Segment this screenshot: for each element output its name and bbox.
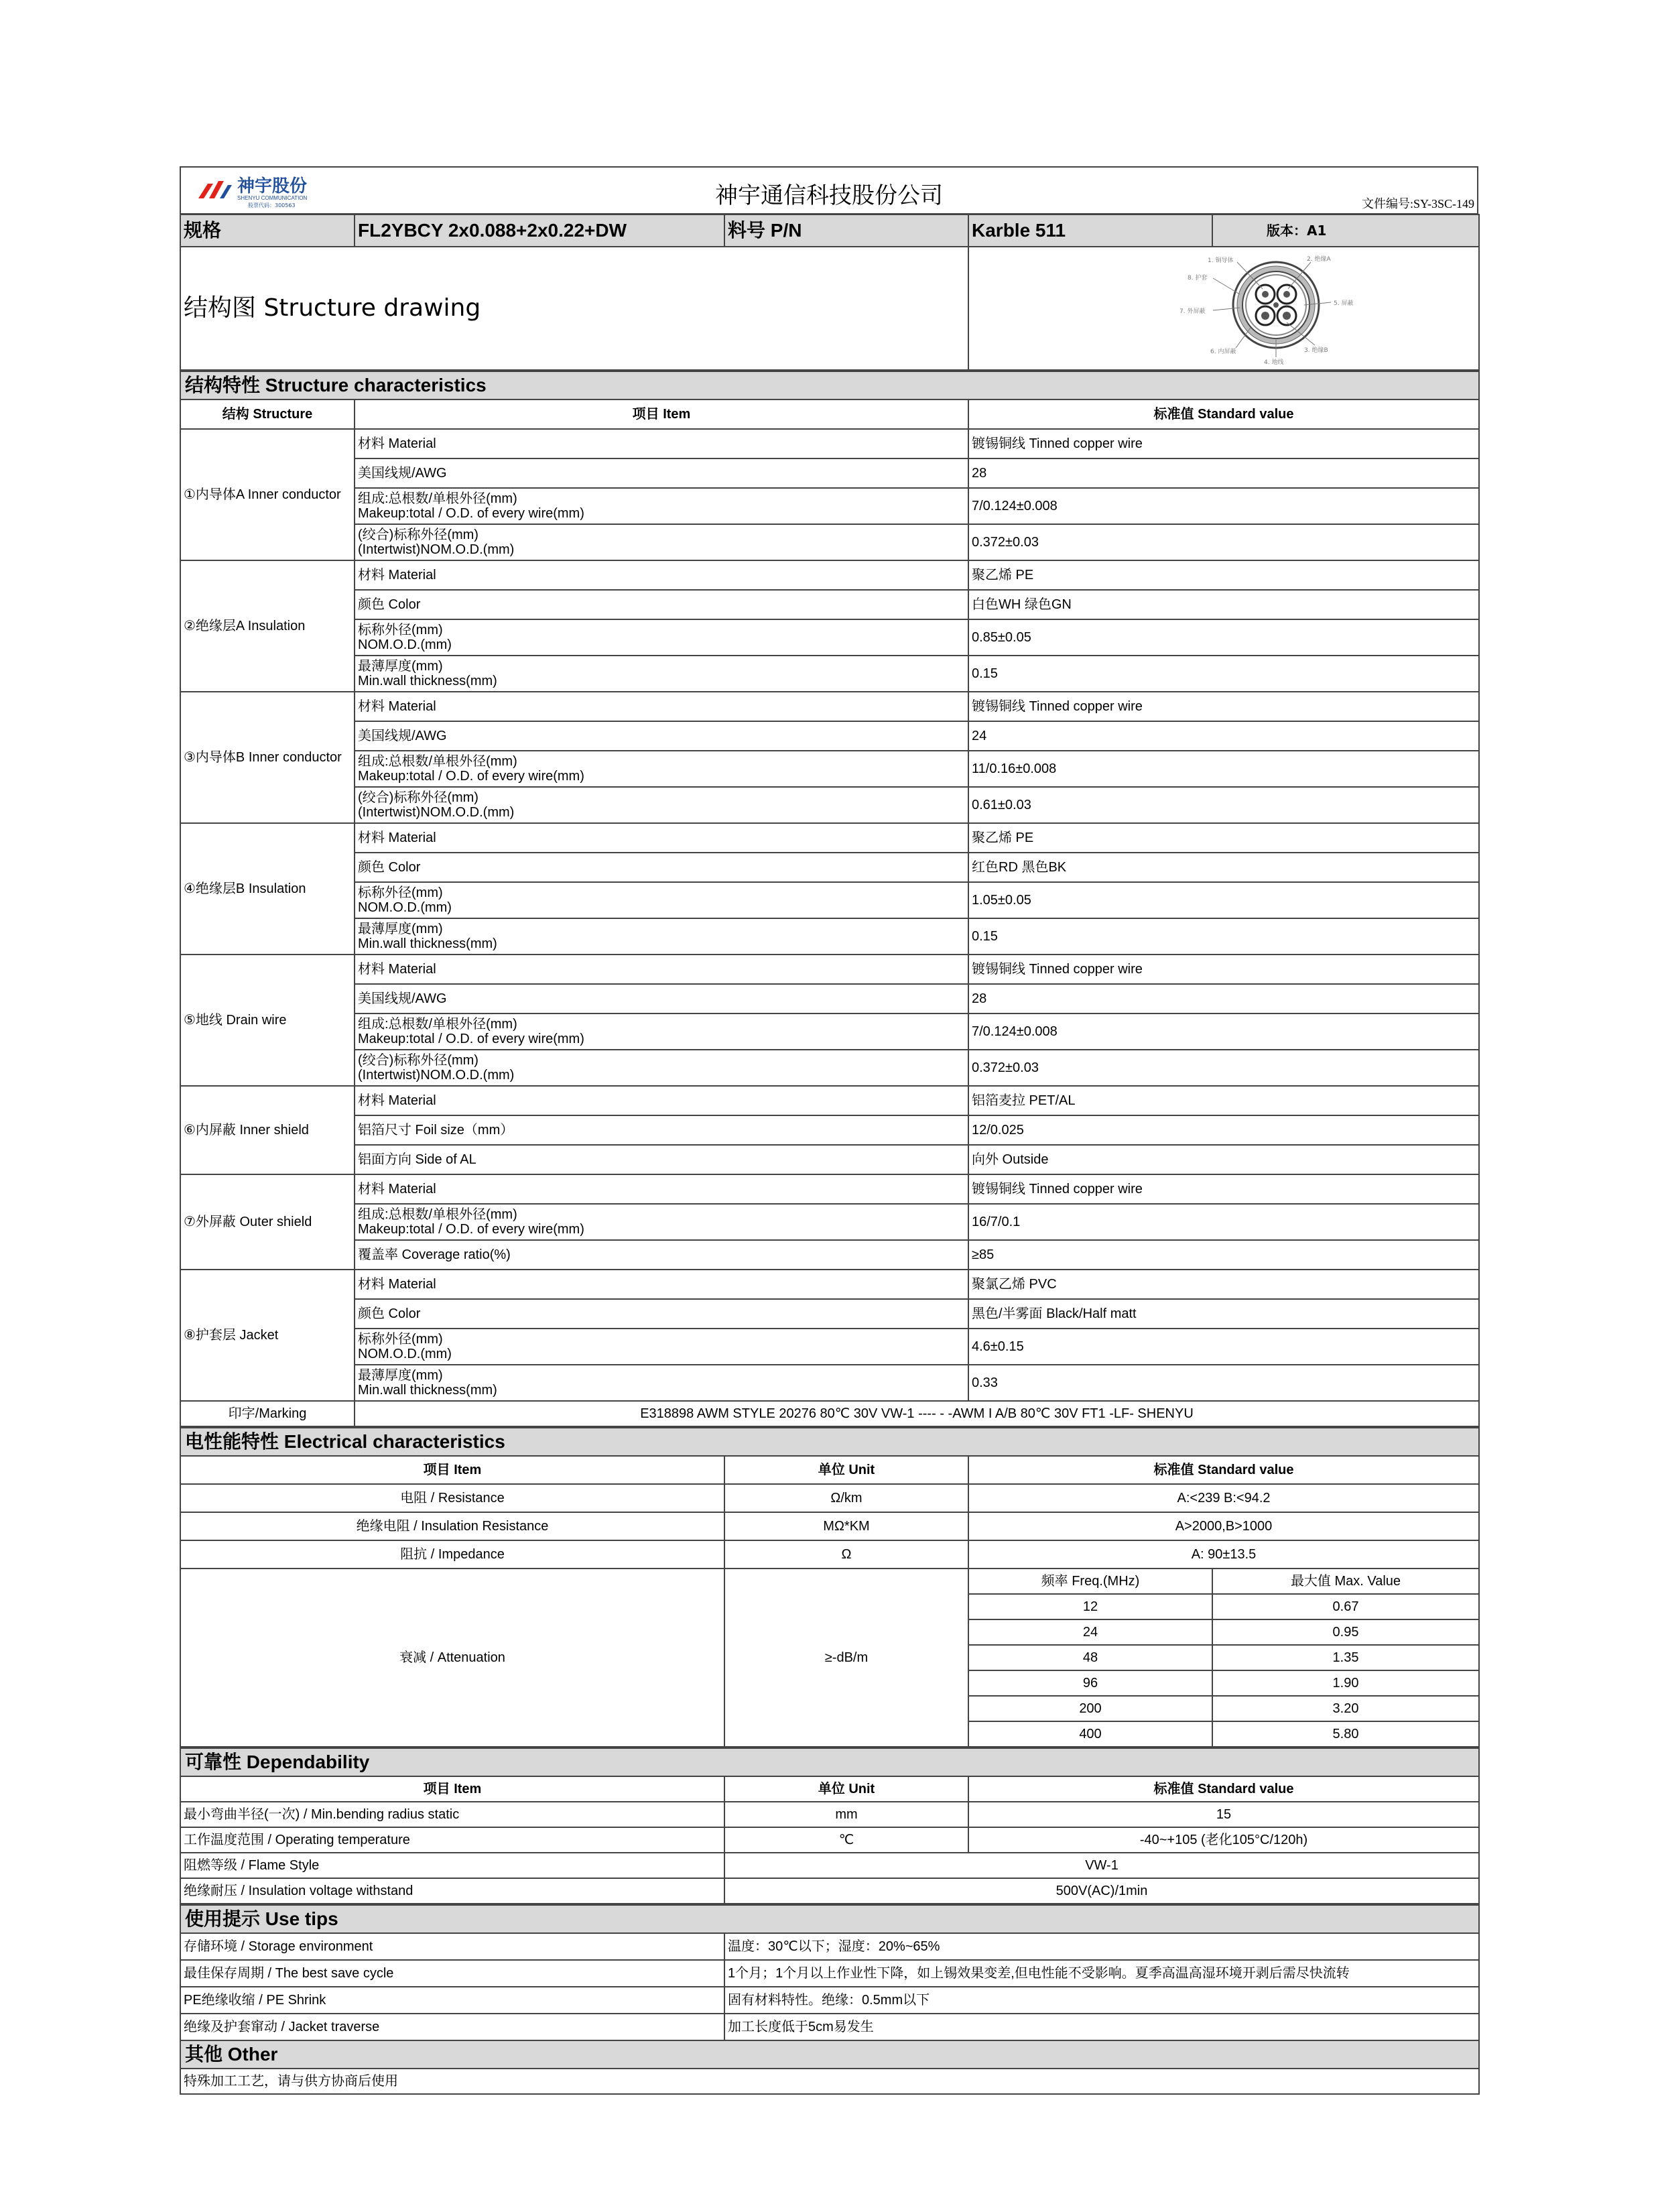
structure-item-line: 颜色 Color: [358, 597, 421, 612]
structure-item: [355, 1086, 968, 1115]
tip-value: 温度：30℃以下；湿度：20%~65%: [724, 1933, 1479, 1960]
max-value-header: 最大值 Max. Value: [1212, 1569, 1479, 1594]
structure-value: 0.15: [968, 918, 1479, 955]
section-title: 电性能特性 Electrical characteristics: [180, 1428, 1479, 1456]
structure-item: [355, 751, 968, 787]
attenuation-rows: [180, 1569, 1479, 1747]
structure-item-line: 材料 Material: [358, 568, 436, 582]
electrical-value: A>2000,B>1000: [968, 1512, 1479, 1540]
electrical-unit: Ω: [724, 1540, 968, 1569]
structure-group-name: ②绝缘层A Insulation: [180, 560, 355, 692]
section-header: [180, 1428, 1479, 1456]
dependability-row: [180, 1853, 1479, 1878]
marking-value: E318898 AWM STYLE 20276 80℃ 30V VW-1 ---- - -AWM I A/B 80℃ 30V FT1 -LF- SHENYU: [355, 1401, 1479, 1426]
dependability-value: VW-1: [724, 1853, 1479, 1878]
structure-value: 聚氯乙烯 PVC: [968, 1270, 1479, 1299]
structure-item: [355, 524, 968, 560]
structure-item-line: 最薄厚度(mm): [358, 1368, 443, 1383]
structure-item-line: 美国线规/AWG: [358, 991, 447, 1006]
structure-item-line: (绞合)标称外径(mm): [358, 1053, 478, 1068]
other-text: 特殊加工工艺，请与供方协商后使用: [180, 2069, 1479, 2094]
spec-label: 规格: [180, 214, 355, 247]
structure-item-line: 材料 Material: [358, 831, 436, 845]
structure-row: [180, 458, 1479, 488]
structure-item: [355, 458, 968, 488]
electrical-row: [180, 1484, 1479, 1512]
structure-row: [180, 751, 1479, 787]
structure-item-line: NOM.O.D.(mm): [358, 900, 452, 915]
marking-row: [180, 1401, 1479, 1426]
structure-value: 铝箔麦拉 PET/AL: [968, 1086, 1479, 1115]
structure-item-line: 组成:总根数/单根外径(mm): [358, 491, 517, 506]
drawing-row: [180, 247, 1479, 370]
structure-item-line: Makeup:total / O.D. of every wire(mm): [358, 1222, 584, 1237]
electrical-item: 绝缘电阻 / Insulation Resistance: [180, 1512, 724, 1540]
structure-item: [355, 429, 968, 458]
structure-rows: [180, 429, 1479, 1401]
structure-item-line: 材料 Material: [358, 1093, 436, 1108]
svg-text:神宇股份: 神宇股份: [237, 176, 308, 196]
tip-item: 绝缘及护套窜动 / Jacket traverse: [180, 2014, 724, 2040]
structure-item: [355, 955, 968, 984]
structure-row: [180, 721, 1479, 751]
attenuation-unit: ≥-dB/m: [724, 1569, 968, 1747]
structure-value: 向外 Outside: [968, 1145, 1479, 1174]
attenuation-max: 1.90: [1212, 1670, 1479, 1696]
structure-item-line: 材料 Material: [358, 1277, 436, 1292]
spec-value: FL2YBCY 2x0.088+2x0.22+DW: [355, 214, 724, 247]
structure-value: 28: [968, 458, 1479, 488]
structure-item-line: NOM.O.D.(mm): [358, 637, 452, 652]
structure-row: [180, 429, 1479, 458]
structure-item-line: 铝面方向 Side of AL: [358, 1152, 476, 1167]
structure-row: [180, 1299, 1479, 1329]
structure-row: [180, 918, 1479, 955]
section-title: 使用提示 Use tips: [180, 1905, 1479, 1933]
pn-value: Karble 511: [968, 214, 1212, 247]
structure-value: ≥85: [968, 1240, 1479, 1270]
structure-item: [355, 1115, 968, 1145]
electrical-value: A: 90±13.5: [968, 1540, 1479, 1569]
tip-value: 1个月；1个月以上作业性下降，如上锡效果变差,但电性能不受影响。夏季高温高湿环境开剥后需尽快流转: [724, 1960, 1479, 1987]
structure-item-line: 覆盖率 Coverage ratio(%): [358, 1247, 511, 1262]
structure-value: 28: [968, 984, 1479, 1013]
structure-value: 7/0.124±0.008: [968, 488, 1479, 524]
structure-value: 7/0.124±0.008: [968, 1013, 1479, 1050]
structure-row: [180, 853, 1479, 882]
structure-row: [180, 1174, 1479, 1204]
dependability-unit: mm: [724, 1802, 968, 1827]
dependability-item: 阻燃等级 / Flame Style: [180, 1853, 724, 1878]
structure-item: [355, 656, 968, 692]
dependability-row: [180, 1827, 1479, 1853]
structure-item-line: (绞合)标称外径(mm): [358, 790, 478, 805]
structure-item-line: Min.wall thickness(mm): [358, 1383, 497, 1398]
structure-row: [180, 1204, 1479, 1240]
structure-row: [180, 787, 1479, 823]
drawing-part-label: 4. 地线: [1264, 359, 1284, 365]
electrical-unit: Ω/km: [724, 1484, 968, 1512]
structure-item: [355, 721, 968, 751]
structure-item-line: (绞合)标称外径(mm): [358, 528, 478, 542]
table-header: [180, 1456, 1479, 1484]
structure-value: 0.85±0.05: [968, 619, 1479, 656]
structure-item: [355, 787, 968, 823]
drawing-part-label: 6. 内屏蔽: [1210, 349, 1236, 355]
attenuation-max: 5.80: [1212, 1721, 1479, 1747]
dependability-table: [180, 1747, 1480, 1904]
drawing-part-label: 5. 屏蔽: [1334, 300, 1354, 307]
structure-value: 镀锡铜线 Tinned copper wire: [968, 955, 1479, 984]
structure-value: 24: [968, 721, 1479, 751]
drawing-part-label: 1. 铜导体: [1208, 257, 1234, 264]
dependability-value: 500V(AC)/1min: [724, 1878, 1479, 1904]
structure-item-line: 组成:总根数/单根外径(mm): [358, 754, 517, 769]
structure-value: 镀锡铜线 Tinned copper wire: [968, 429, 1479, 458]
section-header: [180, 371, 1479, 400]
structure-row: [180, 955, 1479, 984]
structure-item-line: 美国线规/AWG: [358, 729, 447, 743]
structure-item: [355, 488, 968, 524]
attenuation-frequency: 200: [968, 1696, 1212, 1721]
column-header: 项目 Item: [180, 1456, 724, 1484]
attenuation-label: 衰减 / Attenuation: [180, 1569, 724, 1747]
structure-item-line: (Intertwist)NOM.O.D.(mm): [358, 542, 515, 557]
structure-row: [180, 1013, 1479, 1050]
structure-item: [355, 1365, 968, 1401]
dependability-row: [180, 1878, 1479, 1904]
structure-item: [355, 560, 968, 590]
structure-value: 0.61±0.03: [968, 787, 1479, 823]
cable-cross-section: [969, 247, 1477, 365]
structure-value: 0.15: [968, 656, 1479, 692]
structure-row: [180, 1329, 1479, 1365]
tip-row: [180, 1960, 1479, 1987]
structure-row: [180, 1050, 1479, 1086]
structure-value: 镀锡铜线 Tinned copper wire: [968, 1174, 1479, 1204]
svg-text:股票代码：300563: 股票代码：300563: [248, 202, 296, 208]
tip-item: PE绝缘收缩 / PE Shrink: [180, 1987, 724, 2014]
column-header: 标准值 Standard value: [968, 1456, 1479, 1484]
structure-row: [180, 656, 1479, 692]
structure-row: [180, 1270, 1479, 1299]
section-title: 其他 Other: [180, 2040, 1479, 2069]
structure-item: [355, 1240, 968, 1270]
attenuation-frequency: 12: [968, 1594, 1212, 1619]
column-header: 标准值 Standard value: [968, 1776, 1479, 1802]
structure-item-line: 标称外径(mm): [358, 1332, 443, 1347]
dependability-value: 15: [968, 1802, 1479, 1827]
structure-item-line: Min.wall thickness(mm): [358, 936, 497, 951]
svg-text:SHENYU COMMUNICATION: SHENYU COMMUNICATION: [237, 195, 308, 201]
column-header: 项目 Item: [355, 400, 968, 429]
attenuation-header-row: [180, 1569, 1479, 1594]
structure-item-line: (Intertwist)NOM.O.D.(mm): [358, 805, 515, 820]
electrical-value: A:<239 B:<94.2: [968, 1484, 1479, 1512]
structure-group-name: ⑤地线 Drain wire: [180, 955, 355, 1086]
drawing-label: 结构图 Structure drawing: [180, 247, 968, 370]
structure-value: 16/7/0.1: [968, 1204, 1479, 1240]
table-header: [180, 400, 1479, 429]
structure-item: [355, 1145, 968, 1174]
tip-row: [180, 1933, 1479, 1960]
structure-item: [355, 1329, 968, 1365]
structure-item: [355, 1013, 968, 1050]
electrical-item: 电阻 / Resistance: [180, 1484, 724, 1512]
tips-table: [180, 1904, 1480, 2095]
structure-item: [355, 1174, 968, 1204]
structure-item-line: 标称外径(mm): [358, 623, 443, 637]
structure-item: [355, 692, 968, 721]
structure-value: 聚乙烯 PE: [968, 823, 1479, 853]
attenuation-frequency: 96: [968, 1670, 1212, 1696]
structure-value: 黑色/半雾面 Black/Half matt: [968, 1299, 1479, 1329]
structure-group-name: ⑦外屏蔽 Outer shield: [180, 1174, 355, 1270]
section-header: [180, 2040, 1479, 2069]
company-name: 神宇通信科技股份公司: [715, 182, 943, 209]
dependability-rows: [180, 1802, 1479, 1904]
electrical-table: [180, 1427, 1480, 1747]
section-header: [180, 1905, 1479, 1933]
structure-item: [355, 590, 968, 619]
table-header: [180, 1776, 1479, 1802]
structure-item: [355, 984, 968, 1013]
structure-row: [180, 590, 1479, 619]
attenuation-frequency: 24: [968, 1619, 1212, 1645]
structure-value: 11/0.16±0.008: [968, 751, 1479, 787]
structure-item: [355, 1204, 968, 1240]
structure-value: 12/0.025: [968, 1115, 1479, 1145]
attenuation-max: 3.20: [1212, 1696, 1479, 1721]
electrical-rows: [180, 1484, 1479, 1569]
attenuation-frequency: 400: [968, 1721, 1212, 1747]
tip-row: [180, 2014, 1479, 2040]
structure-row: [180, 1365, 1479, 1401]
spec-sheet: [180, 166, 1478, 2095]
section-title: 结构特性 Structure characteristics: [180, 371, 1479, 400]
spec-table: [180, 214, 1480, 371]
structure-value: 4.6±0.15: [968, 1329, 1479, 1365]
structure-item-line: 材料 Material: [358, 1182, 436, 1196]
structure-value: 红色RD 黑色BK: [968, 853, 1479, 882]
dependability-value: -40~+105 (老化105°C/120h): [968, 1827, 1479, 1853]
other-row: [180, 2069, 1479, 2094]
structure-item: [355, 1050, 968, 1086]
structure-item-line: Makeup:total / O.D. of every wire(mm): [358, 506, 584, 521]
structure-item-line: 材料 Material: [358, 962, 436, 977]
structure-value: 0.372±0.03: [968, 524, 1479, 560]
structure-drawing: [968, 247, 1479, 370]
structure-item: [355, 918, 968, 955]
dependability-item: 最小弯曲半径(一次) / Min.bending radius static: [180, 1802, 724, 1827]
drawing-part-label: 3. 绝缘B: [1304, 347, 1328, 354]
structure-row: [180, 1115, 1479, 1145]
structure-row: [180, 1145, 1479, 1174]
drawing-part-label: 7. 外屏蔽: [1179, 308, 1206, 315]
attenuation-max: 0.95: [1212, 1619, 1479, 1645]
structure-item: [355, 1299, 968, 1329]
structure-item-line: 组成:总根数/单根外径(mm): [358, 1207, 517, 1222]
structure-item-line: Makeup:total / O.D. of every wire(mm): [358, 769, 584, 784]
section-header: [180, 1748, 1479, 1776]
structure-item-line: Min.wall thickness(mm): [358, 674, 497, 688]
column-header: 单位 Unit: [724, 1776, 968, 1802]
structure-value: 0.33: [968, 1365, 1479, 1401]
structure-item-line: (Intertwist)NOM.O.D.(mm): [358, 1068, 515, 1083]
structure-item: [355, 619, 968, 656]
attenuation-frequency: 48: [968, 1645, 1212, 1670]
structure-group-name: ①内导体A Inner conductor: [180, 429, 355, 560]
structure-group-name: ③内导体B Inner conductor: [180, 692, 355, 823]
structure-item-line: 颜色 Color: [358, 860, 421, 875]
structure-item: [355, 882, 968, 918]
dependability-row: [180, 1802, 1479, 1827]
structure-value: 聚乙烯 PE: [968, 560, 1479, 590]
column-header: 项目 Item: [180, 1776, 724, 1802]
frequency-header: 频率 Freq.(MHz): [968, 1569, 1212, 1594]
electrical-row: [180, 1540, 1479, 1569]
structure-group-name: ⑥内屏蔽 Inner shield: [180, 1086, 355, 1174]
document-header: [180, 166, 1478, 214]
tip-value: 固有材料特性。绝缘：0.5mm以下: [724, 1987, 1479, 2014]
version: 版本：A1: [1212, 214, 1479, 247]
structure-item: [355, 1270, 968, 1299]
structure-row: [180, 823, 1479, 853]
pn-label: 料号 P/N: [724, 214, 968, 247]
tip-item: 最佳保存周期 / The best save cycle: [180, 1960, 724, 1987]
structure-item: [355, 853, 968, 882]
drawing-part-label: 8. 护套: [1188, 275, 1208, 282]
tip-value: 加工长度低于5cm易发生: [724, 2014, 1479, 2040]
electrical-item: 阻抗 / Impedance: [180, 1540, 724, 1569]
structure-item: [355, 823, 968, 853]
column-header: 结构 Structure: [180, 400, 355, 429]
document-number: 文件编号:SY-3SC-149: [1361, 197, 1474, 210]
structure-value: 镀锡铜线 Tinned copper wire: [968, 692, 1479, 721]
tips-rows: [180, 1933, 1479, 2040]
marking-label: 印字/Marking: [180, 1401, 355, 1426]
structure-item-line: 材料 Material: [358, 699, 436, 714]
structure-item-line: 材料 Material: [358, 436, 436, 451]
structure-row: [180, 560, 1479, 590]
column-header: 标准值 Standard value: [968, 400, 1479, 429]
column-header: 单位 Unit: [724, 1456, 968, 1484]
structure-row: [180, 984, 1479, 1013]
structure-row: [180, 524, 1479, 560]
structure-item-line: Makeup:total / O.D. of every wire(mm): [358, 1032, 584, 1046]
structure-item-line: 最薄厚度(mm): [358, 659, 443, 674]
structure-row: [180, 619, 1479, 656]
structure-row: [180, 882, 1479, 918]
structure-value: 1.05±0.05: [968, 882, 1479, 918]
electrical-row: [180, 1512, 1479, 1540]
drawing-part-label: 2. 绝缘A: [1307, 256, 1331, 263]
structure-group-name: ④绝缘层B Insulation: [180, 823, 355, 955]
structure-item-line: 颜色 Color: [358, 1306, 421, 1321]
attenuation-max: 0.67: [1212, 1594, 1479, 1619]
structure-item-line: 铝箔尺寸 Foil size（mm）: [358, 1123, 514, 1138]
structure-group-name: ⑧护套层 Jacket: [180, 1270, 355, 1401]
structure-item-line: 最薄厚度(mm): [358, 922, 443, 936]
structure-item-line: 标称外径(mm): [358, 885, 443, 900]
spec-row: [180, 214, 1479, 247]
structure-item-line: 美国线规/AWG: [358, 466, 447, 481]
electrical-unit: MΩ*KM: [724, 1512, 968, 1540]
structure-value: 白色WH 绿色GN: [968, 590, 1479, 619]
structure-row: [180, 488, 1479, 524]
structure-table: [180, 371, 1480, 1427]
tip-row: [180, 1987, 1479, 2014]
structure-item-line: NOM.O.D.(mm): [358, 1347, 452, 1361]
structure-item-line: 组成:总根数/单根外径(mm): [358, 1017, 517, 1032]
dependability-unit: ℃: [724, 1827, 968, 1853]
section-title: 可靠性 Dependability: [180, 1748, 1479, 1776]
structure-value: 0.372±0.03: [968, 1050, 1479, 1086]
tip-item: 存储环境 / Storage environment: [180, 1933, 724, 1960]
structure-row: [180, 692, 1479, 721]
attenuation-max: 1.35: [1212, 1645, 1479, 1670]
structure-row: [180, 1086, 1479, 1115]
dependability-item: 工作温度范围 / Operating temperature: [180, 1827, 724, 1853]
structure-row: [180, 1240, 1479, 1270]
dependability-item: 绝缘耐压 / Insulation voltage withstand: [180, 1878, 724, 1904]
